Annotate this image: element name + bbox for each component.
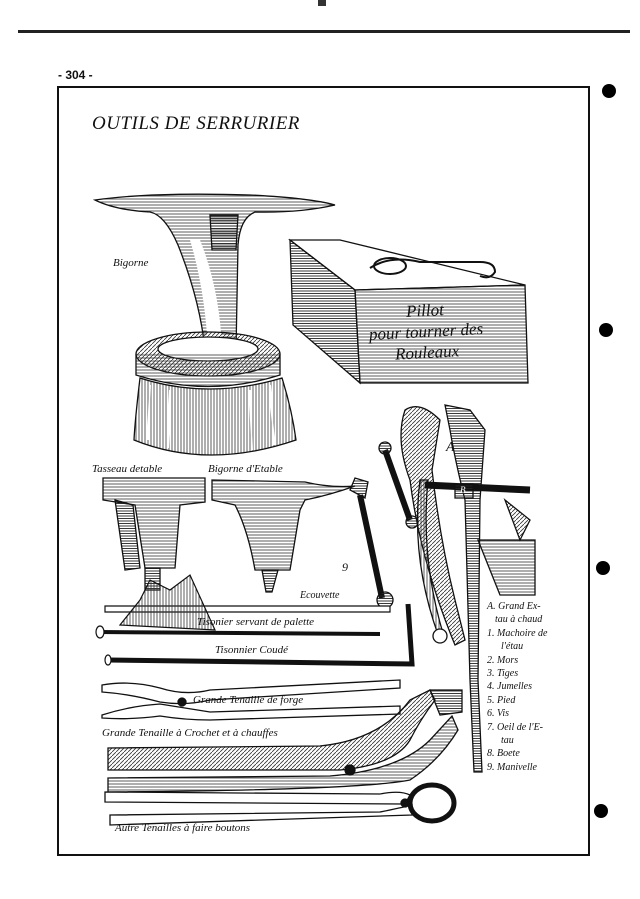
legend-line: 7. Oeil de l'E- (487, 721, 544, 733)
ecouvette-tool (350, 478, 393, 608)
caption-ecouvette: Ecouvette (300, 590, 340, 601)
legend-line: 5. Pied (487, 694, 516, 706)
caption-bigorne-etable: Bigorne d'Etable (208, 463, 283, 475)
page-number: - 304 - (58, 68, 93, 82)
tisonier-palette-tool (96, 575, 390, 638)
caption-tisonier-palette: Tisonier servant de palette (197, 616, 315, 628)
legend-line: 2. Mors (487, 654, 519, 666)
label-letter-a: A (446, 440, 455, 455)
caption-autre-tenailles: Autre Tenailles à faire boutons (115, 822, 251, 834)
caption-tisonnier-coude: Tisonnier Coudé (215, 644, 289, 656)
legend-line: 6. Vis (487, 708, 510, 720)
plate-title: OUTILS DE SERRURIER (92, 113, 300, 134)
legend-line: l'étau (501, 641, 524, 653)
bigorne-etable-anvil (212, 480, 355, 592)
caption-grande-tenaille-crochet: Grande Tenaille à Crochet et à chauffes (102, 727, 278, 739)
legend-line: A. Grand Ex- (487, 601, 541, 612)
caption-pillot (354, 296, 497, 366)
caption-pillot-line: Rouleaux (394, 341, 460, 364)
label-number-9: 9 (342, 560, 348, 574)
legend-line: 3. Tiges (487, 668, 519, 680)
caption-grande-tenaille-forge: Grande Tenaille de forge (193, 694, 304, 706)
caption-bigorne: Bigorne (113, 257, 149, 269)
caption-pillot-line: Pillot (405, 300, 445, 322)
tasseau-anvil (103, 478, 205, 590)
vise-legend (487, 600, 572, 774)
legend-line: 8. Boete (487, 748, 520, 760)
label-letter-b: B (460, 485, 466, 495)
legend-line: 4. Jumelles (487, 681, 532, 693)
legend-line: tau à chaud (495, 614, 543, 626)
caption-tasseau: Tasseau detable (92, 463, 163, 475)
legend-line: tau (501, 735, 514, 747)
legend-line: 9. Manivelle (487, 761, 537, 773)
legend-line: 1. Machoire de (487, 627, 548, 639)
caption-pillot-line: pour tourner des (368, 319, 484, 344)
